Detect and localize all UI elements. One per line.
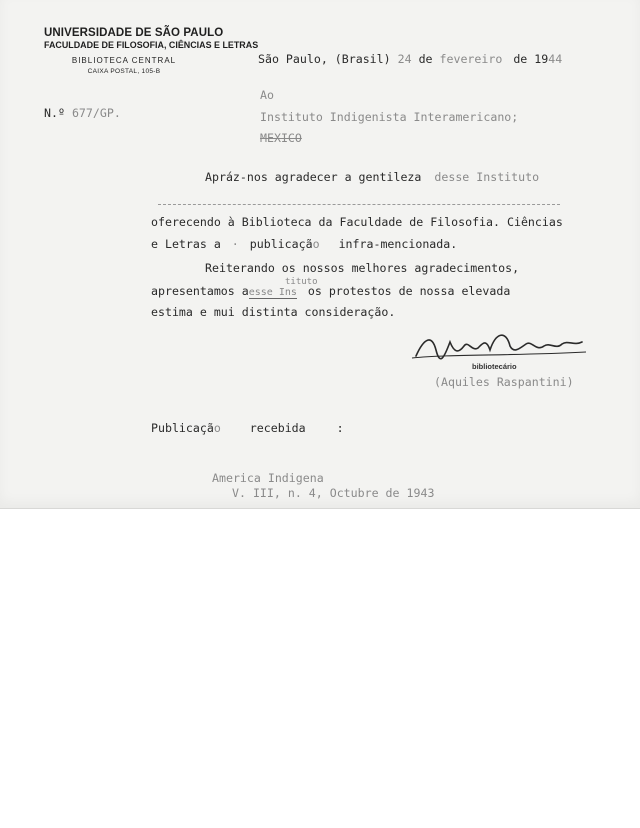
date-day: 24 (397, 52, 412, 66)
body-line-5 (151, 284, 510, 298)
body-line-3-a: e Letras a (151, 237, 221, 251)
body-line-1-text: Apráz-nos agradecer a gentileza (205, 170, 422, 184)
recipient-country: MEXICO (260, 131, 302, 145)
date-month: fevereiro (439, 52, 503, 66)
body-line-1 (205, 170, 539, 184)
receipt-label-c: recebida (249, 421, 306, 435)
handwritten-signature (410, 328, 590, 364)
date-place: São Paulo, (Brasil) (258, 52, 391, 66)
body-line-1-fill: desse Instituto (434, 170, 540, 184)
body-line-3-c: o (312, 237, 320, 251)
body-line-4: Reiterando os nossos melhores agradecimentos, (205, 261, 520, 275)
signer-title: bibliotecário (472, 362, 517, 371)
letterhead-library: BIBLIOTECA CENTRAL (71, 56, 177, 65)
body-line-5-sub: tituto (285, 277, 318, 287)
body-line-5-fill: esse Ins (248, 287, 297, 298)
reference-number (44, 106, 121, 120)
date-de2: de (513, 52, 528, 66)
body-line-3-d: infra-mencionada. (338, 237, 458, 251)
recipient-prefix: Ao (260, 88, 274, 102)
body-line-6: estima e mui distinta consideração. (151, 305, 396, 319)
letterhead-postal: CAIXA POSTAL, 105-B (87, 68, 161, 75)
receipt-item-1: America Indigena (212, 471, 324, 485)
date-line (258, 52, 562, 66)
date-year: 19 (534, 52, 549, 66)
body-line-2: oferecendo à Biblioteca da Faculdade de Filosofia. Ciências (151, 215, 563, 229)
reference-label: N.º (44, 106, 65, 120)
body-line-3-b: publicaçã (249, 237, 313, 251)
body-line-3: e Letras a · publicação infra-mencionada. (151, 237, 458, 251)
recipient-name: Instituto Indigenista Interamericano; (260, 110, 519, 124)
receipt-item-2: V. III, n. 4, Octubre de 1943 (232, 486, 435, 500)
date-de1: de (418, 52, 433, 66)
receipt-label-b: o (213, 421, 221, 435)
letterhead-faculty: FACULDADE DE FILOSOFIA, CIÊNCIAS E LETRAS (44, 40, 259, 51)
receipt-colon: : (336, 421, 344, 435)
signer-name: (Aquiles Raspantini) (434, 375, 574, 389)
receipt-label-a: Publicaçã (151, 421, 214, 435)
receipt-line (151, 421, 344, 435)
body-line-5-b: os protestos de nossa elevada (307, 284, 511, 298)
body-line-5-a: apresentamos a (151, 284, 249, 298)
fill-in-dotted-line (158, 204, 560, 205)
reference-value: 677/GP. (71, 106, 121, 120)
date-year-suffix: 44 (548, 52, 563, 66)
letterhead-university: UNIVERSIDADE DE SÃO PAULO (44, 27, 224, 39)
